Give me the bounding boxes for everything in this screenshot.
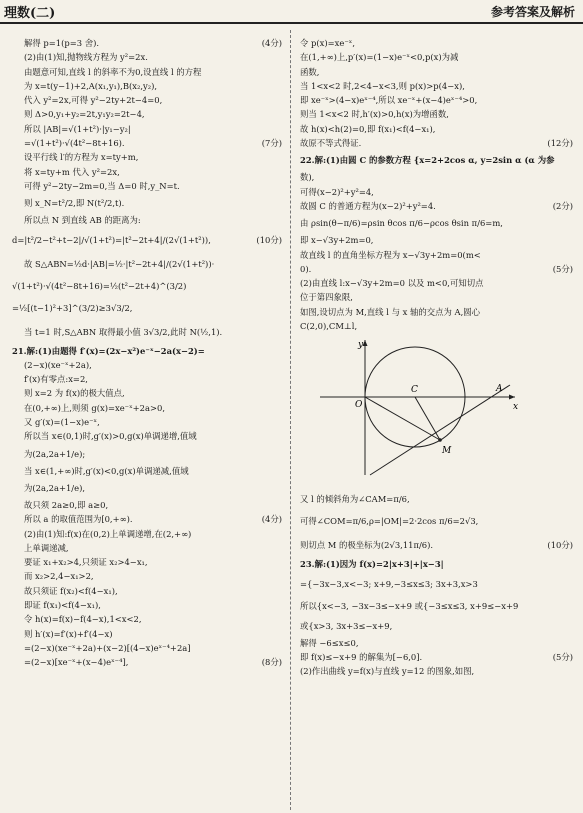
score-points: (12分) — [545, 136, 573, 150]
text-line — [12, 598, 282, 612]
line-text: =(2−x)[xe⁻ˣ+(x−4)eˣ⁻⁴], — [24, 657, 129, 668]
score-points: (10分) — [254, 228, 282, 252]
y-axis-arrow — [363, 340, 368, 346]
text-line — [300, 533, 573, 557]
line-text: 则切点 M 的极坐标为(2√3,11π/6). — [300, 540, 434, 551]
line-text: 所以点 N 到直线 AB 的距离为: — [24, 215, 141, 226]
text-line — [300, 572, 573, 596]
text-line — [300, 79, 573, 93]
text-line — [12, 612, 282, 626]
text-line — [300, 170, 573, 184]
line-text: 则 Δ>0,y₁+y₂=2t,y₁y₂=2t−4, — [24, 109, 145, 120]
line-text: 设平行线 l′的方程为 x=ty+m, — [24, 152, 139, 163]
text-line — [300, 557, 573, 571]
text-line — [12, 320, 282, 344]
line-text: 即 x−√3y+2m=0, — [300, 235, 374, 246]
text-line — [300, 489, 573, 509]
text-line — [300, 276, 573, 290]
line-text: 即 f(x)≤−x+9 的解集为[−6,0]. — [300, 651, 423, 662]
text-line — [12, 429, 282, 443]
text-line — [300, 213, 573, 233]
line-text: (2)由(1)知,抛物线方程为 y²=2x. — [24, 52, 148, 63]
line-text: 故直线 l 的直角坐标方程为 x−√3y+2m=0(m< — [300, 249, 481, 260]
text-line — [12, 36, 282, 50]
line-text: 在(1,+∞)上,p′(x)=(1−x)e⁻ˣ<0,p(x)为减 — [300, 52, 459, 63]
line-text: 令 p(x)=xe⁻ˣ, — [300, 38, 355, 48]
line-text: 代入 y²=2x,可得 y²−2ty+2t−4=0, — [24, 95, 163, 106]
line-text: =(2−x)(xe⁻ˣ+2a)+(x−2)[(4−x)eˣ⁻⁴+2a] — [24, 642, 191, 653]
line-text: 所以{x<−3, −3x−3≤−x+9 或{−3≤x≤3, x+9≤−x+9 — [300, 600, 519, 611]
text-line — [12, 150, 282, 164]
text-line — [300, 122, 573, 136]
text-line — [300, 650, 573, 664]
line-text: 解得 −6≤x≤0, — [300, 637, 359, 648]
line-text: =½[(t−1)²+3]^(3/2)≥3√3/2, — [12, 302, 133, 313]
line-text: 即证 f(x₁)<f(4−x₁), — [24, 600, 101, 611]
line-text: 故只须证 f(x₂)<f(4−x₁), — [24, 585, 118, 596]
text-line — [300, 636, 573, 650]
line-text: 要证 x₁+x₂>4,只须证 x₂>4−x₁, — [24, 557, 148, 568]
text-line — [12, 512, 282, 526]
line-text: =√(1+t²)·√(4t²−8t+16). — [24, 138, 125, 149]
score-points: (7分) — [260, 136, 282, 150]
text-line — [300, 199, 573, 213]
score-points: (4分) — [260, 36, 282, 50]
text-line — [300, 596, 573, 616]
text-line — [12, 655, 282, 669]
text-line — [300, 50, 573, 64]
label-m: M — [442, 446, 452, 457]
line-text: 故圆 C 的普通方程为(x−2)²+y²=4. — [300, 200, 436, 211]
text-line — [300, 136, 573, 150]
line-text: 则当 1<x<2 时,h′(x)>0,h(x)为增函数, — [300, 109, 449, 120]
text-line — [12, 107, 282, 121]
line-text: 由题意可知,直线 l 的斜率不为0,设直线 l 的方程 — [24, 66, 202, 77]
line-text: 又 g′(x)=(1−x)e⁻ˣ, — [24, 417, 100, 428]
text-line — [300, 233, 573, 247]
text-line — [12, 584, 282, 598]
line-text: 数), — [300, 172, 315, 183]
text-line — [300, 150, 573, 170]
label-x: x — [513, 402, 519, 413]
label-o: O — [355, 400, 363, 411]
text-line — [12, 65, 282, 79]
line-text: 可得∠COM=π/6,ρ=|OM|=2·2cos π/6=2√3, — [300, 516, 479, 527]
text-line — [12, 555, 282, 569]
text-line — [12, 50, 282, 64]
score-points: (8分) — [260, 655, 282, 669]
text-line — [12, 541, 282, 555]
line-text: 则 h′(x)=f′(x)+f′(4−x) — [24, 628, 113, 639]
text-line — [12, 193, 282, 213]
text-line — [300, 319, 573, 333]
line-text: 即 xe⁻ˣ>(4−x)eˣ⁻⁴,所以 xe⁻ˣ+(x−4)eˣ⁻⁴>0, — [300, 95, 478, 106]
point-m — [438, 439, 442, 443]
text-line — [12, 276, 282, 296]
text-line — [12, 569, 282, 583]
line-text: 如图,设切点为 M,直线 l 与 x 轴的交点为 A,圆心 — [300, 306, 480, 317]
line-text: ={−3x−3,x<−3; x+9,−3≤x≤3; 3x+3,x>3 — [300, 578, 478, 589]
score-points: (5分) — [551, 650, 573, 664]
line-text: 当 1<x<2 时,2<4−x<3,则 p(x)>p(4−x), — [300, 80, 465, 91]
text-line — [12, 386, 282, 400]
text-line — [300, 290, 573, 304]
text-line — [12, 213, 282, 227]
line-text: (2)由(1)知:f(x)在(0,2)上单调递增,在(2,+∞) — [24, 528, 192, 539]
line-text: 在(0,+∞)上,则须 g(x)=xe⁻ˣ+2a>0, — [24, 402, 165, 413]
text-line — [12, 79, 282, 93]
text-line — [12, 478, 282, 498]
line-text: 为(2a,2a+1/e); — [24, 448, 86, 459]
line-text: 而 x₂>2,4−x₁>2, — [24, 571, 94, 582]
column-divider — [290, 30, 291, 810]
text-line — [12, 498, 282, 512]
right-column — [300, 36, 573, 679]
line-text: 当 x∈(1,+∞)时,g′(x)<0,g(x)单调递减,值域 — [24, 465, 189, 476]
text-line — [300, 664, 573, 678]
line-text: 或{x>3, 3x+3≤−x+9, — [300, 620, 393, 631]
x-axis-arrow — [509, 395, 515, 400]
line-text: 为(2a,2a+1/e), — [24, 482, 86, 493]
line-text: (2−x)(xe⁻ˣ+2a), — [24, 359, 92, 370]
text-line — [12, 296, 282, 320]
line-text: 可得(x−2)²+y²=4, — [300, 186, 374, 197]
page-header — [0, 0, 583, 24]
line-text: 可得 y²−2ty−2m=0,当 Δ=0 时,y_N=t. — [24, 180, 180, 191]
text-line — [12, 252, 282, 276]
text-line — [12, 165, 282, 179]
label-c: C — [411, 385, 418, 396]
score-points: (2分) — [551, 199, 573, 213]
line-text: 则 x=2 为 f(x)的极大值点, — [24, 388, 125, 399]
line-text: 位于第四象限, — [300, 292, 353, 303]
text-line — [300, 107, 573, 121]
text-line — [300, 616, 573, 636]
label-y: y — [358, 340, 364, 351]
right-column-bottom — [300, 489, 573, 678]
text-line — [300, 509, 573, 533]
header-subtitle: 参考答案及解析 — [490, 5, 575, 19]
text-line — [12, 136, 282, 150]
text-line — [12, 627, 282, 641]
line-text: 故只须 2a≥0,即 a≥0, — [24, 499, 109, 510]
text-line — [12, 401, 282, 415]
line-text: 故原不等式得证. — [300, 138, 362, 149]
text-line — [300, 305, 573, 319]
circle-tangent-diagram — [300, 335, 573, 485]
text-line — [12, 372, 282, 386]
line-text: 23.解:(1)因为 f(x)=2|x+3|+|x−3| — [300, 559, 444, 570]
text-line — [12, 358, 282, 372]
text-line — [12, 527, 282, 541]
text-line — [300, 65, 573, 79]
text-line — [12, 444, 282, 464]
text-line — [12, 93, 282, 107]
line-text: 所以 a 的取值范围为[0,+∞). — [24, 514, 133, 525]
line-text: C(2,0),CM⊥l, — [300, 321, 358, 332]
line-text: 函数, — [300, 66, 320, 77]
line-text: √(1+t²)·√(4t²−8t+16)=½(t²−2t+4)^(3/2) — [12, 280, 187, 291]
right-column-top — [300, 36, 573, 333]
line-text: 故 S△ABN=½d·|AB|=½·|t²−2t+4|/(2√(1+t²))· — [24, 258, 215, 269]
text-line — [300, 262, 573, 276]
line-text: d=|t²/2−t²+t−2|/√(1+t²)=|t²−2t+4|/(2√(1+t²)), — [12, 234, 211, 245]
score-points: (5分) — [551, 262, 573, 276]
text-line — [300, 185, 573, 199]
line-text: 将 x=ty+m 代入 y²=2x, — [24, 166, 120, 177]
line-text: 所以当 x∈(0,1)时,g′(x)>0,g(x)单调递增,值域 — [24, 431, 197, 442]
line-text: 为 x=t(y−1)+2,A(x₁,y₁),B(x₂,y₂), — [24, 80, 158, 91]
text-line — [12, 228, 282, 252]
score-points: (10分) — [545, 533, 573, 557]
line-text: 上单调递减, — [24, 542, 69, 553]
line-text: 解得 p=1(p=3 舍). — [24, 38, 100, 48]
line-text: 所以 |AB|=√(1+t²)·|y₁−y₂| — [24, 123, 131, 134]
text-line — [12, 344, 282, 358]
line-text: 故 h(x)<h(2)=0,即 f(x₁)<f(4−x₁), — [300, 123, 436, 134]
text-line — [12, 122, 282, 136]
line-text: 0). — [300, 263, 312, 274]
line-text: 22.解:(1)由圆 C 的参数方程 {x=2+2cos α, y=2sin α (α 为参 — [300, 155, 555, 166]
segment-cm — [415, 397, 440, 440]
line-text: 又 l 的倾斜角为∠CAM=π/6, — [300, 494, 410, 505]
header-title: 理数(二) — [4, 6, 56, 21]
line-text: 则 x_N=t²/2,即 N(t²/2,t). — [24, 198, 125, 209]
line-text: (2)由直线 l:x−√3y+2m=0 以及 m<0,可知切点 — [300, 278, 484, 289]
label-a: A — [496, 384, 503, 395]
text-line — [12, 415, 282, 429]
text-line — [300, 248, 573, 262]
score-points: (4分) — [260, 512, 282, 526]
line-text: f′(x)有零点:x=2, — [24, 374, 88, 385]
line-text: 21.解:(1)由题得 f′(x)=(2x−x²)e⁻ˣ−2a(x−2)= — [12, 345, 205, 356]
text-line — [12, 179, 282, 193]
line-l — [370, 385, 510, 475]
line-text: 令 h(x)=f(x)−f(4−x),1<x<2, — [24, 614, 142, 625]
line-text: (2)作出曲线 y=f(x)与直线 y=12 的图象,如图, — [300, 666, 475, 677]
left-column — [12, 36, 282, 670]
line-text: 由 ρsin(θ−π/6)=ρsin θcos π/6−ρcos θsin π/6=m, — [300, 218, 503, 229]
line-text: 当 t=1 时,S△ABN 取得最小值 3√3/2,此时 N(½,1). — [24, 326, 223, 337]
geometry-figure — [300, 335, 573, 485]
text-line — [12, 464, 282, 478]
segment-om — [365, 397, 440, 440]
text-line — [300, 36, 573, 50]
text-line — [300, 93, 573, 107]
text-line — [12, 641, 282, 655]
